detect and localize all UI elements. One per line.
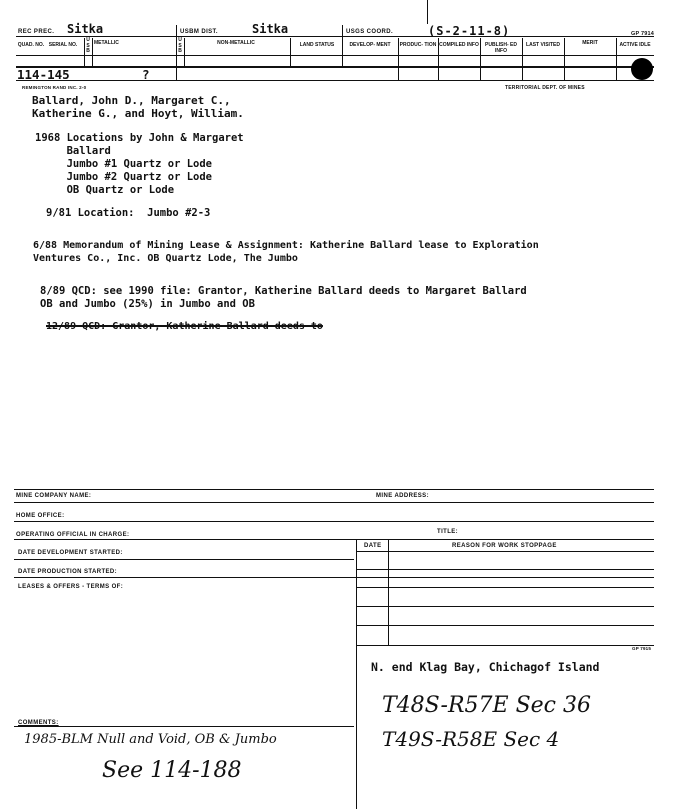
date-development-label: DATE DEVELOPMENT STARTED: — [18, 550, 123, 556]
owners-line-2: Katherine G., and Hoyt, William. — [32, 107, 244, 120]
location-9-81: 9/81 Location: Jumbo #2-3 — [46, 207, 211, 219]
production-label: PRODUC- TION — [399, 42, 437, 48]
nonmetallic-label: NON-METALLIC — [217, 40, 255, 46]
comments-label: COMMENTS: — [18, 720, 59, 726]
operating-official-label: OPERATING OFFICIAL IN CHARGE: — [16, 532, 130, 538]
merit-label: MERIT — [582, 40, 598, 46]
owners-line-1: Ballard, John D., Margaret C., — [32, 94, 231, 107]
location-jumbo-1: Jumbo #1 Quartz or Lode — [35, 158, 213, 170]
date-column-label: DATE — [364, 543, 382, 549]
rec-prec-label: REC PREC. — [18, 29, 55, 35]
last-visited-label: LAST VISITED — [526, 42, 560, 48]
rec-prec-value: Sitka — [67, 22, 104, 36]
memo-line-1: 6/88 Memorandum of Mining Lease & Assignment: Katherine Ballard lease to Exploration — [33, 240, 539, 251]
memo-line-2: Ventures Co., Inc. OB Quartz Lode, The Jumbo — [33, 253, 298, 264]
serial-label: SERIAL NO. — [48, 42, 78, 48]
form-number-bottom: GP 7915 — [632, 646, 652, 651]
locations-1968-b: Ballard — [35, 145, 111, 157]
title-label: TITLE: — [437, 529, 459, 535]
location-text: N. end Klag Bay, Chichagof Island — [371, 660, 600, 674]
usb-1: U S B — [86, 37, 90, 54]
compiled-label: COMPILED INFO — [439, 42, 479, 48]
handwritten-township-2: T49S-R58E Sec 4 — [382, 727, 560, 751]
usbm-dist-value: Sitka — [252, 22, 289, 36]
published-label: PUBLISH- ED INFO — [485, 42, 517, 54]
punch-hole — [631, 58, 653, 80]
top-tick — [427, 0, 428, 24]
handwritten-township-1: T48S-R57E Sec 36 — [382, 693, 591, 718]
reason-stoppage-label: REASON FOR WORK STOPPAGE — [452, 543, 557, 549]
location-jumbo-2: Jumbo #2 Quartz or Lode — [35, 171, 213, 183]
quad-value: 114-145 — [17, 67, 70, 82]
qcd-line-2: OB and Jumbo (25%) in Jumbo and OB — [40, 298, 255, 310]
leases-offers-label: LEASES & OFFERS - TERMS OF: — [18, 584, 124, 590]
qcd-line-1: 8/89 QCD: see 1990 file: Grantor, Katherine Ballard deeds to Margaret Ballard — [40, 285, 527, 297]
struck-entry: 12/89 QCD: Grantor, Katherine Ballard deeds to — [46, 321, 323, 332]
usb-2: U S B — [178, 37, 182, 54]
usbm-dist-label: USBM DIST. — [180, 29, 219, 35]
mine-address-label: MINE ADDRESS: — [376, 493, 429, 499]
territorial-note: TERRITORIAL DEPT. OF MINES — [505, 85, 585, 91]
land-status-label: LAND STATUS — [299, 42, 335, 48]
quad-label: QUAD. NO. — [17, 42, 45, 48]
usgs-coord-label: USGS COORD. — [346, 29, 394, 35]
handwritten-comment: 1985-BLM Null and Void, OB & Jumbo — [24, 732, 277, 747]
location-ob: OB Quartz or Lode — [35, 184, 175, 196]
mine-company-label: MINE COMPANY NAME: — [16, 493, 92, 499]
home-office-label: HOME OFFICE: — [16, 513, 65, 519]
metallic-label: METALLIC — [94, 40, 119, 46]
handwritten-see-reference: See 114-188 — [102, 758, 242, 783]
locations-1968: 1968 Locations by John & Margaret — [35, 132, 244, 144]
active-idle-label: ACTIVE IDLE — [619, 42, 651, 48]
usgs-coord-value: (S-2-11-8) — [428, 24, 511, 38]
development-label: DEVELOP- MENT — [349, 42, 391, 48]
printer-note: REMINGTON RAND INC. 2-0 — [22, 85, 87, 90]
date-production-label: DATE PRODUCTION STARTED: — [18, 569, 118, 575]
form-number-top: GP 7914 — [631, 31, 655, 37]
serial-value: ? — [142, 67, 150, 82]
